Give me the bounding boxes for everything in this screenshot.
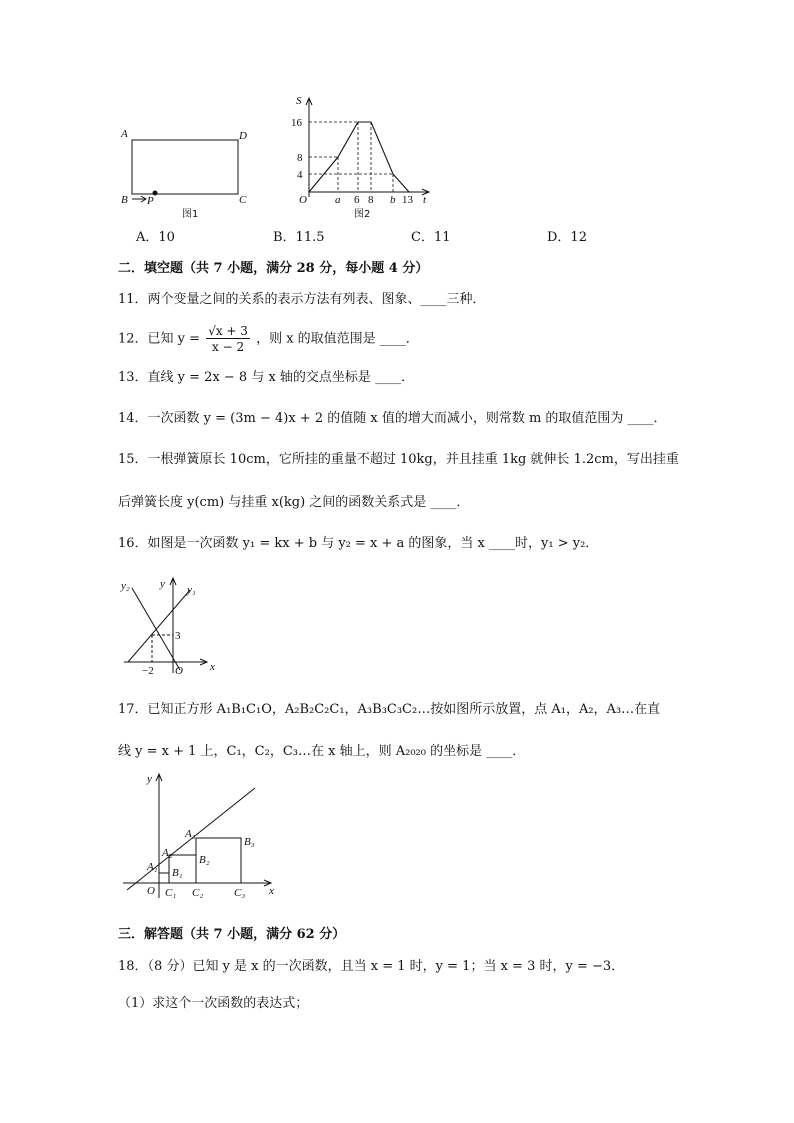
tick-minus-2: −2 xyxy=(142,665,154,677)
label-a2: A₂ xyxy=(162,847,173,859)
label-c1: C₁ xyxy=(165,887,177,899)
tick-4: 4 xyxy=(297,169,303,181)
q12-suffix: ，则 x 的取值范围是 ____． xyxy=(256,331,419,347)
tick-16: 16 xyxy=(291,117,302,129)
figure-q17-squares xyxy=(118,770,288,905)
tick-b: b xyxy=(390,194,396,206)
section-2-heading: 二．填空题（共 7 小题，满分 28 分，每小题 4 分） xyxy=(118,261,429,276)
label-y1: y₁ xyxy=(187,584,196,596)
question-11: 11．两个变量之间的关系的表示方法有列表、图象、____三种． xyxy=(118,292,486,307)
label-o: O xyxy=(147,885,155,897)
question-13: 13．直线 y = 2x − 8 与 x 轴的交点坐标是 ____． xyxy=(118,370,415,385)
label-x: x xyxy=(210,661,215,673)
choice-d: D．12 xyxy=(547,230,587,245)
question-18: 18．（8 分）已知 y 是 x 的一次函数，且当 x = 1 时，y = 1；当 x = 3 时，y = −3． xyxy=(118,959,625,974)
label-o: O xyxy=(299,194,307,206)
label-p: P xyxy=(147,195,154,207)
dashed-guides xyxy=(309,122,393,192)
section-3-heading: 三．解答题（共 7 小题，满分 62 分） xyxy=(118,927,346,942)
choice-b: B．11.5 xyxy=(273,230,325,245)
tick-8x: 8 xyxy=(368,194,374,206)
label-b1: B₁ xyxy=(172,867,183,879)
choice-a: A．10 xyxy=(136,230,175,245)
label-b: B xyxy=(121,194,128,206)
label-s: S xyxy=(296,95,302,107)
question-17-line-2: 线 y = x + 1 上，C₁，C₂，C₃…在 x 轴上，则 A₂₀₂₀ 的坐标是 ____． xyxy=(118,744,526,759)
label-y: y xyxy=(147,773,152,785)
figure-2-caption: 图2 xyxy=(354,209,371,220)
question-14: 14．一次函数 y = (3m − 4)x + 2 的值随 x 值的增大而减小，则常数 m 的取值范围为 ____． xyxy=(118,411,667,426)
question-16: 16．如图是一次函数 y₁ = kx + b 与 y₂ = x + a 的图象，当 x ____时，y₁ > y₂． xyxy=(118,536,599,551)
tick-a: a xyxy=(335,194,341,206)
tick-6: 6 xyxy=(354,194,360,206)
label-c2: C₂ xyxy=(192,887,204,899)
label-y: y xyxy=(160,578,165,590)
tick-8: 8 xyxy=(297,152,303,164)
choice-c: C．11 xyxy=(411,230,451,245)
question-12 xyxy=(118,325,419,353)
question-17-line-1: 17．已知正方形 A₁B₁C₁O，A₂B₂C₂C₁，A₃B₃C₃C₂…按如图所示放置，点 A₁，A₂，A₃…在直 xyxy=(118,702,661,717)
line-y1 xyxy=(128,590,190,662)
question-15-line-1: 15．一根弹簧原长 10cm，它所挂的重量不超过 10kg，并且挂重 1kg 就伸长 1.2cm，写出挂重 xyxy=(118,452,679,467)
figure-q16-graph xyxy=(118,575,228,680)
q12-fraction xyxy=(206,325,250,353)
q12-prefix: 12．已知 y = xyxy=(118,331,201,347)
label-c: C xyxy=(239,194,247,206)
q12-denominator: x − 2 xyxy=(212,340,245,354)
label-y2: y₂ xyxy=(121,580,130,592)
label-c3: C₃ xyxy=(234,887,246,899)
figure-1-rectangle xyxy=(118,125,258,220)
label-a: A xyxy=(121,128,128,140)
square-1 xyxy=(159,873,169,883)
label-a3: A₃ xyxy=(185,828,196,840)
rectangle-abcd xyxy=(132,140,238,194)
label-a1: A₁ xyxy=(147,861,158,873)
question-18-part-1: （1）求这个一次函数的表达式； xyxy=(118,996,309,1011)
label-t: t xyxy=(423,194,427,206)
figure-2-graph xyxy=(288,92,438,222)
question-15-line-2: 后弹簧长度 y(cm) 与挂重 x(kg) 之间的函数关系式是 ____． xyxy=(118,495,470,510)
tick-3: 3 xyxy=(175,630,181,642)
label-b2: B₂ xyxy=(199,854,210,866)
label-d: D xyxy=(239,130,247,142)
label-b3: B₃ xyxy=(244,836,255,848)
label-o: O xyxy=(175,665,183,677)
q12-numerator: √x + 3 xyxy=(208,324,248,338)
tick-13: 13 xyxy=(402,194,413,206)
figure-1-caption: 图1 xyxy=(182,209,199,220)
label-x: x xyxy=(269,885,274,897)
